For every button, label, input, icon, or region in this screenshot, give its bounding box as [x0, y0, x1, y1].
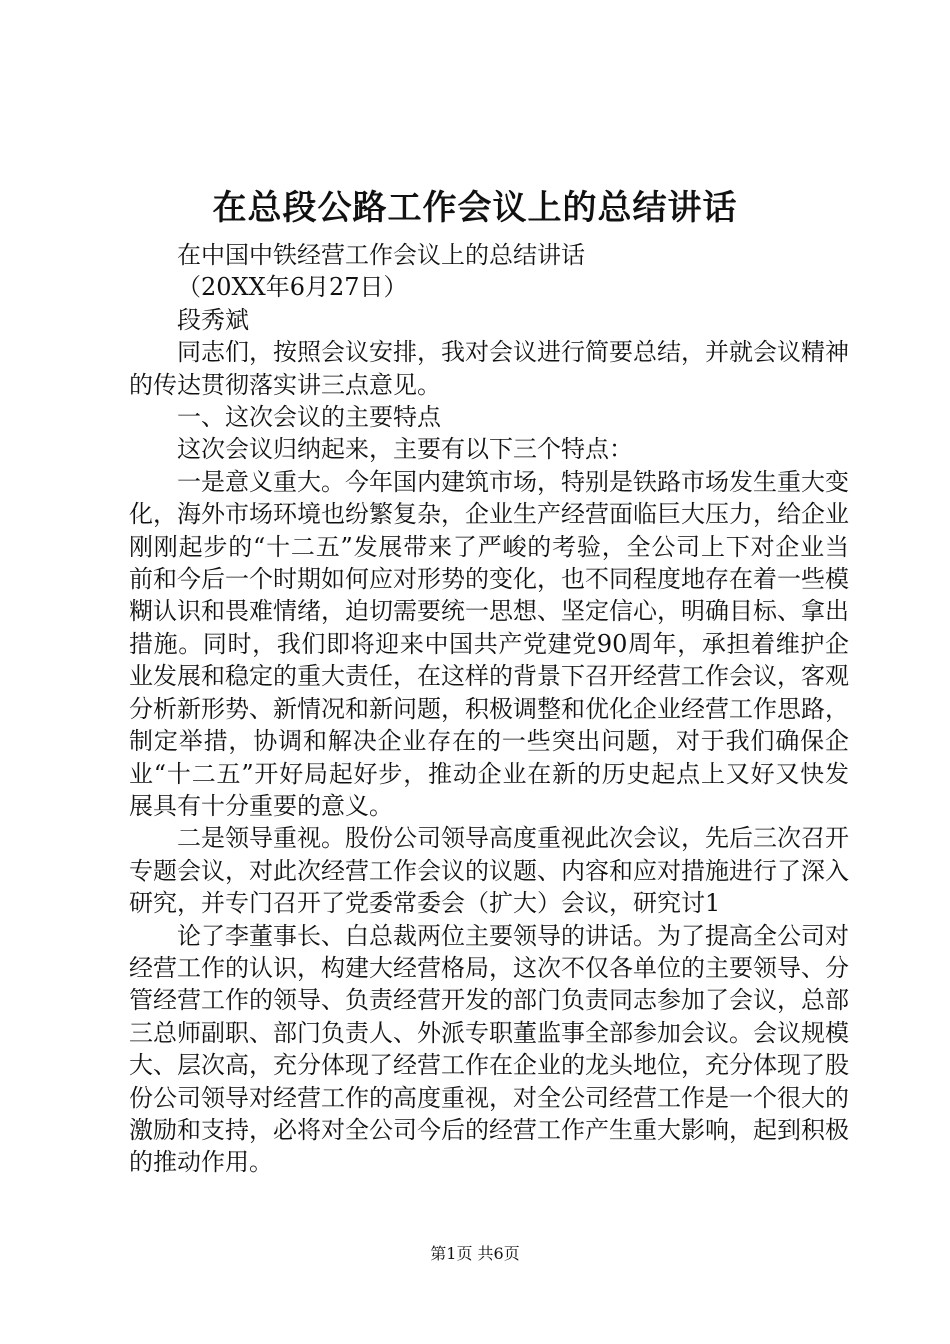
body-paragraph: 这次会议归纳起来，主要有以下三个特点：	[177, 435, 633, 464]
page-footer: 第1页 共6页	[430, 1244, 520, 1263]
subtitle-paragraph: 在中国中铁经营工作会议上的总结讲话	[177, 241, 585, 269]
body-paragraph: 一是意义重大。今年国内建筑市场，特别是铁路市场发生重大变化，海外市场环境也纷繁复杂，企业生产经营面临巨大压力，给企业刚刚起步的“十二五”发展带来了严峻的考验，全公司上下对企业当前和今后一个时期如何应对形势的变化，也不同程度地存在着一些模糊认识和畏难情绪，迫切需要统一思想、坚定信心，明确目标、拿出措施。同时，我们即将迎来中国共产党建党90周年，承担着维护企业发展和稳定的重大责任，在这样的背景下召开经营工作会议，客观分析新形势、新情况和新问题，积极调整和优化企业经营工作思路，制定举措，协调和解决企业存在的一些突出问题，对于我们确保企业“十二五”开好局起好步，推动企业在新的历史起点上又好又快发展具有十分重要的意义。	[129, 467, 849, 820]
section-heading: 一、这次会议的主要特点	[177, 403, 441, 432]
date-paragraph: （20XX年6月27日）	[177, 273, 408, 302]
document-body	[129, 239, 849, 1179]
body-paragraph: 二是领导重视。股份公司领导高度重视此次会议，先后三次召开专题会议，对此次经营工作会议的议题、内容和应对措施进行了深入研究，并专门召开了党委常委会（扩大）会议，研究讨1	[129, 824, 849, 918]
author-paragraph: 段秀斌	[177, 305, 249, 334]
body-paragraph: 同志们，按照会议安排，我对会议进行简要总结，并就会议精神的传达贯彻落实讲三点意见。	[129, 338, 849, 399]
document-title: 在总段公路工作会议上的总结讲话	[212, 188, 738, 228]
body-paragraph: 论了李董事长、白总裁两位主要领导的讲话。为了提高全公司对经营工作的认识，构建大经营格局，这次不仅各单位的主要领导、分管经营工作的领导、负责经营开发的部门负责同志参加了会议，总部三总师副职、部门负责人、外派专职董监事全部参加会议。会议规模大、层次高，充分体现了经营工作在企业的龙头地位，充分体现了股份公司领导对经营工作的高度重视，对全公司经营工作是一个很大的激励和支持，必将对全公司今后的经营工作产生重大影响，起到积极的推动作用。	[129, 921, 849, 1177]
